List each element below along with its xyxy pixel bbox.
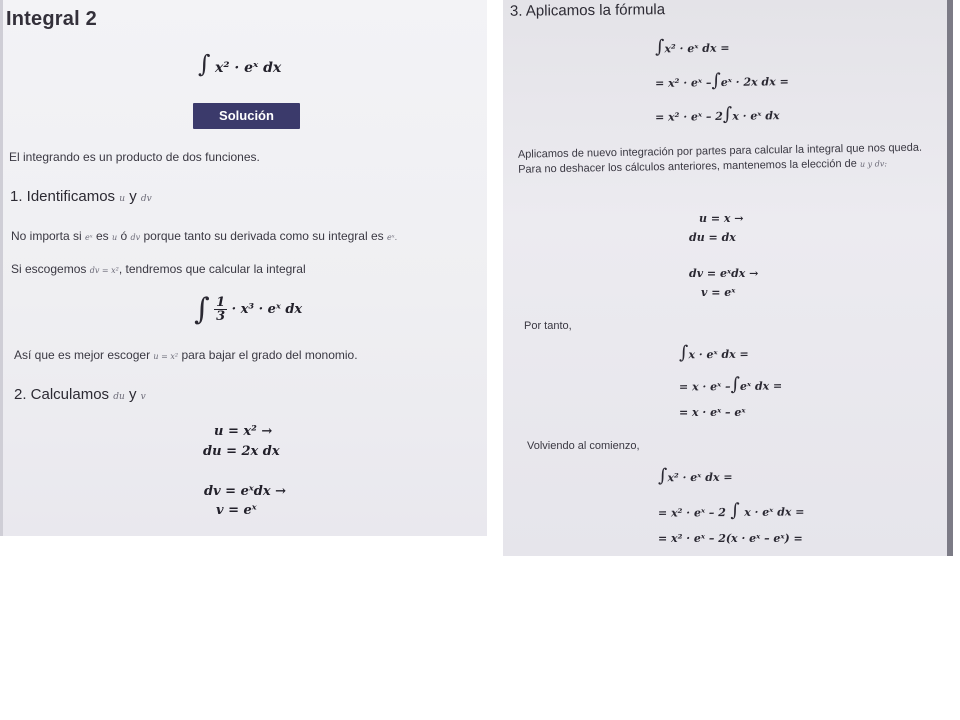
math-ex: eˣ. xyxy=(387,233,398,242)
final-line-1 xyxy=(658,465,733,487)
var-dv: dv xyxy=(140,194,152,204)
problem-integral xyxy=(198,50,281,78)
deriv-line-4: v = eˣ xyxy=(216,503,257,518)
page-edge xyxy=(0,0,3,536)
text-fragment: Si escogemos xyxy=(11,262,87,276)
right-page-photo xyxy=(503,0,953,556)
var-v: v xyxy=(140,392,146,402)
left-page-photo xyxy=(0,0,487,536)
integral-sign: ∫ xyxy=(730,373,741,395)
integral-sign: ∫ xyxy=(198,50,211,78)
final-line-3: = x² · eˣ – 2(x · eˣ – eˣ) = xyxy=(658,532,803,545)
step2-heading xyxy=(14,386,146,403)
text-fragment: ó xyxy=(120,229,128,243)
formula-line-2 xyxy=(655,69,789,92)
formula-text: x · eˣ dx = xyxy=(744,505,805,519)
second-line-2 xyxy=(679,373,782,395)
fraction-den: 3 xyxy=(216,309,226,324)
math-expr: dv = x² xyxy=(89,266,119,275)
solution-button[interactable]: Solución xyxy=(193,103,300,129)
text-fragment: es xyxy=(95,229,109,243)
paragraph-tail: u y dv: xyxy=(859,159,888,169)
deriv-line-2: du = 2x dx xyxy=(203,444,280,459)
formula-text: x² · eˣ dx = xyxy=(667,470,733,485)
step2-label: 2. Calculamos xyxy=(14,386,110,403)
step1-line3 xyxy=(14,348,358,362)
integral-sign: ∫ xyxy=(657,465,668,487)
paragraph-text: Aplicamos de nuevo integración por partes para calcular la integral que nos queda. Para no deshacer los cálculos anteriores, mantenemos la elección de xyxy=(517,141,923,176)
final-line-2 xyxy=(658,499,805,521)
var-u: u xyxy=(119,194,126,204)
formula-text: = x · eˣ – xyxy=(678,380,731,394)
step3-heading: 3. Aplicamos la fórmula xyxy=(509,1,666,20)
formula-text: x · eˣ dx xyxy=(732,109,780,123)
volviendo-text: Volviendo al comienzo, xyxy=(527,440,640,452)
second-line-3: = x · eˣ – eˣ xyxy=(679,406,746,419)
deriv-r-line-3: dv = eˣdx → xyxy=(689,267,759,280)
integral-sign: ∫ xyxy=(678,342,689,364)
integral-sign: ∫ xyxy=(194,292,210,327)
text-fragment: Así que es mejor escoger xyxy=(14,348,151,362)
formula-text: = x² · eˣ – xyxy=(654,76,712,90)
var-du: du xyxy=(113,392,125,402)
paragraph-1 xyxy=(518,140,943,177)
integral-sign: ∫ xyxy=(654,36,665,58)
text-fragment: para bajar el grado del monomio. xyxy=(181,348,358,362)
deriv-r-line-2: du = dx xyxy=(689,231,736,244)
step1-conj: y xyxy=(129,188,137,205)
page-edge xyxy=(947,0,953,556)
page-title: Integral 2 xyxy=(6,8,97,30)
formula-text: = x² · eˣ – 2 xyxy=(654,109,723,124)
deriv-line-1: u = x² → xyxy=(214,424,273,439)
step1-label: 1. Identificamos xyxy=(10,188,116,205)
integral-sign: ∫ xyxy=(722,103,733,125)
por-tanto-text: Por tanto, xyxy=(524,320,572,332)
deriv-line-3: dv = eˣdx → xyxy=(204,484,286,499)
formula-text: eˣ · 2x dx = xyxy=(720,75,789,90)
second-line-1 xyxy=(679,342,749,364)
integral-sign: ∫ xyxy=(711,70,721,92)
intro-text: El integrando es un producto de dos funciones. xyxy=(9,150,260,164)
formula-text: = x² · eˣ – 2 xyxy=(657,506,726,520)
math-expr: u = x² xyxy=(153,352,179,361)
formula-line-3 xyxy=(655,103,780,126)
text-fragment: , tendremos que calcular la integral xyxy=(118,262,306,276)
deriv-r-line-1: u = x → xyxy=(699,212,744,225)
fraction xyxy=(214,296,227,323)
math-dv: dv xyxy=(130,233,141,242)
problem-integrand: x² · eˣ dx xyxy=(214,60,282,76)
math-ex: eˣ xyxy=(85,233,93,242)
math-u: u xyxy=(111,233,118,242)
formula-text: x · eˣ dx = xyxy=(688,347,749,362)
alt-integral xyxy=(194,292,302,327)
alt-integrand: · x³ · eˣ dx xyxy=(231,302,303,317)
deriv-r-line-4: v = eˣ xyxy=(701,286,736,299)
step1-line1 xyxy=(11,229,397,243)
integral-sign: ∫ xyxy=(730,499,740,522)
formula-line-1 xyxy=(655,35,730,57)
text-fragment: porque tanto su derivada como su integral es xyxy=(143,229,384,243)
text-fragment: No importa si xyxy=(11,229,82,243)
formula-text: x² · eˣ dx = xyxy=(664,41,730,56)
formula-text: eˣ dx = xyxy=(739,379,783,393)
step2-conj: y xyxy=(128,386,137,403)
step1-line2 xyxy=(11,262,306,276)
step1-heading xyxy=(10,188,152,205)
fraction-num: 1 xyxy=(216,295,226,310)
